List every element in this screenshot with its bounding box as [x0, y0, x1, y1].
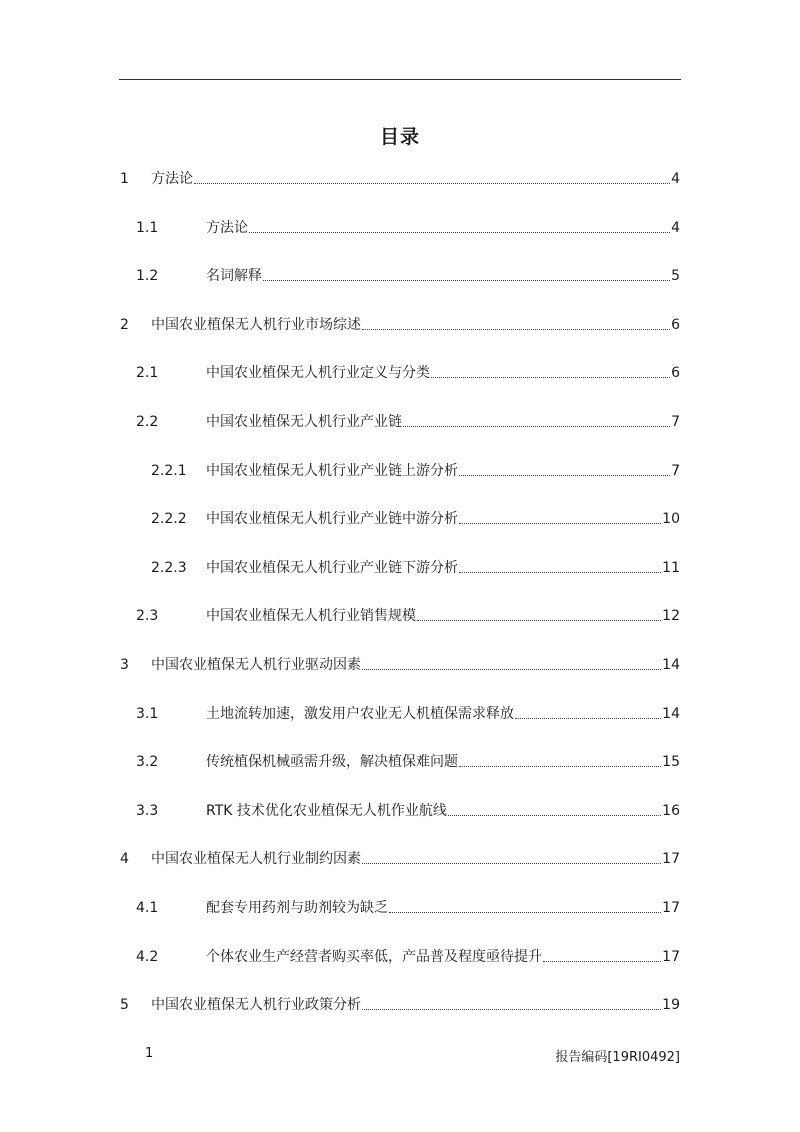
toc-entry-number: 2.2.1: [151, 462, 187, 479]
toc-entry-label: 中国农业植保无人机行业销售规模: [206, 608, 416, 625]
toc-dot-leader: [362, 669, 661, 670]
toc-entry-page: 17: [662, 851, 680, 868]
toc-entry-number: 1: [120, 171, 129, 187]
toc-entry-page: 15: [662, 754, 680, 771]
toc-entry-label: 中国农业植保无人机行业产业链: [206, 414, 402, 430]
toc-dot-leader: [362, 1009, 661, 1010]
toc-entry-page: 5: [671, 268, 680, 285]
toc-entry-number: 4.2: [136, 948, 159, 965]
toc-entry[interactable]: [136, 798, 680, 820]
toc-entry[interactable]: [136, 215, 680, 237]
toc-dot-leader: [448, 815, 661, 816]
toc-entry[interactable]: [120, 166, 680, 188]
toc-entry[interactable]: [136, 749, 680, 771]
toc-entry-number: 4.1: [136, 900, 159, 916]
toc-entry-label: RTK 技术优化农业植保无人机作业航线: [206, 802, 447, 819]
toc-entry[interactable]: [136, 360, 680, 382]
footer-report-code: 报告编码[19RI0492]: [555, 1050, 680, 1065]
toc-entry-number: 1.2: [136, 268, 159, 285]
toc-title: 目录: [379, 126, 420, 148]
toc-entry[interactable]: [120, 652, 680, 674]
toc-entry-page: 11: [662, 559, 680, 576]
toc-dot-leader: [403, 426, 670, 427]
toc-entry[interactable]: [151, 506, 680, 528]
toc-dot-leader: [362, 863, 661, 864]
header-rule: [119, 79, 681, 80]
toc-entry-label: 中国农业植保无人机行业产业链中游分析: [206, 511, 458, 528]
toc-entry-label: 方法论: [151, 171, 193, 187]
toc-entry-page: 12: [662, 608, 680, 625]
toc-entry-label: 方法论: [206, 219, 248, 236]
toc-entry[interactable]: [151, 555, 680, 577]
toc-dot-leader: [459, 766, 661, 767]
toc-entry[interactable]: [136, 409, 680, 431]
toc-entry[interactable]: [151, 458, 680, 480]
toc-entry-number: 3: [120, 657, 129, 673]
toc-entry-page: 6: [671, 316, 680, 333]
toc-entry[interactable]: [136, 895, 680, 917]
toc-dot-leader: [543, 961, 661, 962]
toc-entry-number: 2.1: [136, 365, 159, 382]
toc-entry-label: 个体农业生产经营者购买率低，产品普及程度亟待提升: [206, 948, 542, 965]
toc-entry-number: 1.1: [136, 219, 159, 236]
toc-entry-page: 7: [671, 462, 680, 479]
toc-entry-number: 3.1: [136, 705, 159, 722]
toc-entry-page: 14: [662, 705, 680, 722]
toc-entry-number: 5: [120, 997, 129, 1014]
toc-dot-leader: [417, 620, 661, 621]
toc-entry[interactable]: [136, 944, 680, 966]
toc-entry-label: 传统植保机械亟需升级，解决植保难问题: [206, 754, 458, 771]
toc-entry-number: 2.3: [136, 608, 159, 625]
toc-entry-page: 4: [671, 171, 680, 187]
footer-page-number: 1: [145, 1046, 154, 1061]
toc-entry-number: 2.2.3: [151, 559, 187, 576]
toc-dot-leader: [362, 329, 670, 330]
toc-entry-label: 中国农业植保无人机行业驱动因素: [151, 657, 361, 673]
toc-entry-label: 配套专用药剂与助剂较为缺乏: [206, 900, 388, 916]
toc-entry[interactable]: [136, 603, 680, 625]
toc-entry-label: 中国农业植保无人机行业产业链上游分析: [206, 462, 458, 479]
toc-entry-label: 中国农业植保无人机行业市场综述: [151, 316, 361, 333]
toc-entry-number: 2: [120, 316, 129, 333]
toc-dot-leader: [431, 377, 670, 378]
toc-dot-leader: [263, 280, 670, 281]
toc-entry-number: 3.2: [136, 754, 159, 771]
toc-entry[interactable]: [136, 701, 680, 723]
toc-dot-leader: [194, 183, 670, 184]
toc-entry-page: 17: [662, 948, 680, 965]
toc-dot-leader: [249, 232, 670, 233]
toc-entry-label: 中国农业植保无人机行业定义与分类: [206, 365, 430, 382]
toc-entry[interactable]: [120, 992, 680, 1014]
toc-entry[interactable]: [120, 846, 680, 868]
toc-dot-leader: [389, 912, 661, 913]
toc-entry-label: 中国农业植保无人机行业政策分析: [151, 997, 361, 1014]
toc-entry-page: 10: [662, 511, 680, 528]
toc-entry-number: 2.2: [136, 414, 159, 430]
toc-entry-page: 6: [671, 365, 680, 382]
toc-entry-page: 19: [662, 997, 680, 1014]
toc-entry-label: 中国农业植保无人机行业产业链下游分析: [206, 559, 458, 576]
toc-dot-leader: [459, 475, 670, 476]
toc-entry-page: 4: [671, 219, 680, 236]
toc-dot-leader: [459, 572, 661, 573]
toc-entry-page: 16: [662, 802, 680, 819]
toc-entry-number: 4: [120, 851, 129, 868]
toc-entry-label: 土地流转加速，激发用户农业无人机植保需求释放: [206, 705, 514, 722]
toc-dot-leader: [515, 718, 661, 719]
toc-entry-label: 中国农业植保无人机行业制约因素: [151, 851, 361, 868]
toc-entry-page: 14: [662, 657, 680, 673]
toc-entry[interactable]: [136, 263, 680, 285]
toc-entry-page: 7: [671, 414, 680, 430]
toc-entry[interactable]: [120, 312, 680, 334]
toc-entry-page: 17: [662, 900, 680, 916]
toc-entry-number: 2.2.2: [151, 511, 187, 528]
toc-entry-number: 3.3: [136, 802, 159, 819]
toc-entry-label: 名词解释: [206, 268, 262, 285]
toc-dot-leader: [459, 523, 661, 524]
